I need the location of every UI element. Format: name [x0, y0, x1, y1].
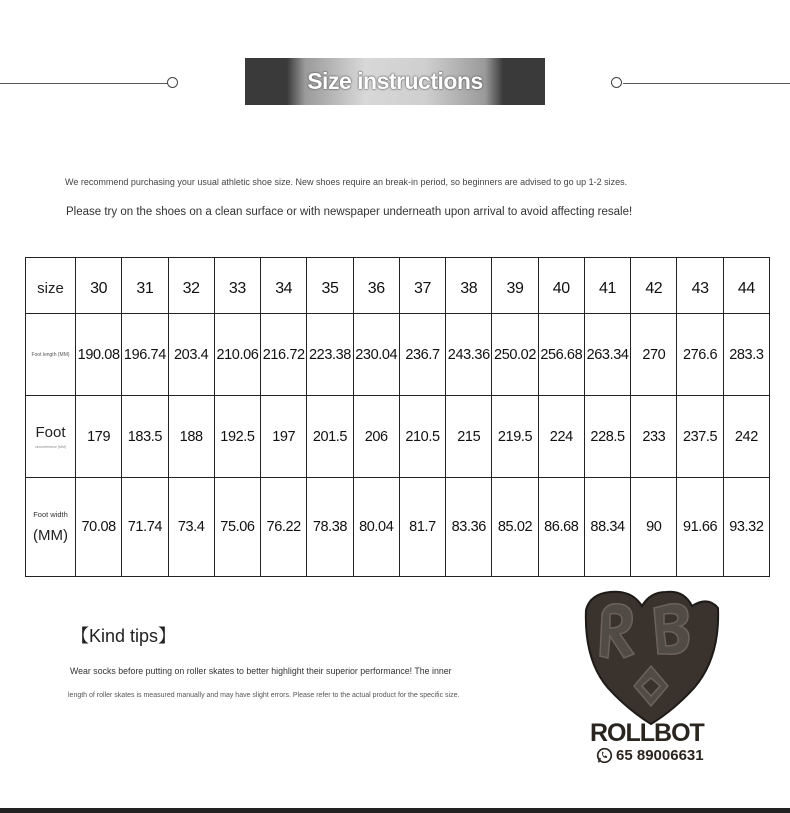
foot-length-cell: 210.06	[214, 314, 260, 396]
foot-width-cell: 73.4	[168, 478, 214, 577]
kind-tips-measurement: length of roller skates is measured manually and may have slight errors. Please refer to the actual product for the specific size.	[68, 692, 460, 699]
foot-length-cell: 230.04	[353, 314, 399, 396]
foot-width-cell: 75.06	[214, 478, 260, 577]
intro-note-size-advice: We recommend purchasing your usual athletic shoe size. New shoes require an break-in period, so beginners are advised to go up 1-2 sizes.	[65, 177, 628, 187]
foot-width-cell: 83.36	[446, 478, 492, 577]
row-label-foot-circumference	[26, 396, 76, 478]
foot-length-cell: 250.02	[492, 314, 538, 396]
row-label-size-text: size	[37, 280, 64, 297]
size-cell: 30	[76, 258, 122, 314]
foot-length-cell: 263.34	[584, 314, 630, 396]
size-cell: 43	[677, 258, 723, 314]
foot-width-cell: 78.38	[307, 478, 353, 577]
foot-length-cell: 196.74	[122, 314, 168, 396]
whatsapp-icon	[596, 747, 613, 764]
kind-tips-title: 【Kind tips】	[71, 626, 177, 646]
foot-width-cell: 86.68	[538, 478, 584, 577]
size-cell: 44	[723, 258, 769, 314]
foot-circumference-cell: 192.5	[214, 396, 260, 478]
contact-phone	[596, 747, 704, 764]
size-cell: 31	[122, 258, 168, 314]
foot-circumference-cell: 237.5	[677, 396, 723, 478]
decorative-circle-left	[167, 77, 178, 88]
foot-length-cell: 203.4	[168, 314, 214, 396]
size-cell: 32	[168, 258, 214, 314]
row-label-foot-width	[26, 478, 76, 577]
size-cell: 38	[446, 258, 492, 314]
page-title: Size instructions	[307, 68, 483, 94]
foot-circumference-cell: 206	[353, 396, 399, 478]
foot-length-cell: 190.08	[76, 314, 122, 396]
foot-width-cell: 88.34	[584, 478, 630, 577]
foot-length-cell: 236.7	[399, 314, 445, 396]
intro-note-try-on: Please try on the shoes on a clean surface or with newspaper underneath upon arrival to avoid affecting resale!	[66, 206, 633, 218]
size-cell: 33	[214, 258, 260, 314]
foot-length-cell: 283.3	[723, 314, 769, 396]
foot-circumference-cell: 215	[446, 396, 492, 478]
size-cell: 34	[261, 258, 307, 314]
foot-width-cell: 70.08	[76, 478, 122, 577]
foot-circumference-cell: 233	[631, 396, 677, 478]
foot-length-cell: 276.6	[677, 314, 723, 396]
row-label-foot-length-text: Foot length (MM)	[31, 351, 70, 358]
size-cell: 39	[492, 258, 538, 314]
foot-circumference-cell: 201.5	[307, 396, 353, 478]
foot-circumference-row	[26, 396, 770, 478]
kind-tips-socks: Wear socks before putting on roller skates to better highlight their superior performance! The inner	[70, 666, 452, 676]
foot-circumference-cell: 197	[261, 396, 307, 478]
size-cell: 36	[353, 258, 399, 314]
foot-length-cell: 216.72	[261, 314, 307, 396]
shield-rb-logo-icon	[580, 588, 722, 726]
row-label-size	[26, 258, 76, 314]
brand-name: ROLLBOT	[590, 719, 704, 747]
bottom-border	[0, 808, 790, 813]
foot-circumference-cell: 224	[538, 396, 584, 478]
foot-circumference-cell: 188	[168, 396, 214, 478]
size-chart-table	[25, 257, 770, 577]
row-label-mm-text: (MM)	[33, 527, 68, 544]
foot-width-cell: 93.32	[723, 478, 769, 577]
row-label-foot-width-text: Foot width	[33, 510, 68, 519]
foot-length-row	[26, 314, 770, 396]
row-label-foot-length	[26, 314, 76, 396]
size-cell: 42	[631, 258, 677, 314]
foot-circumference-cell: 242	[723, 396, 769, 478]
foot-circumference-cell: 183.5	[122, 396, 168, 478]
foot-width-row	[26, 478, 770, 577]
foot-length-cell: 256.68	[538, 314, 584, 396]
foot-circumference-cell: 210.5	[399, 396, 445, 478]
size-row	[26, 258, 770, 314]
size-cell: 40	[538, 258, 584, 314]
foot-length-cell: 270	[631, 314, 677, 396]
decorative-line-right	[623, 83, 790, 84]
foot-width-cell: 80.04	[353, 478, 399, 577]
foot-circumference-cell: 228.5	[584, 396, 630, 478]
foot-circumference-cell: 219.5	[492, 396, 538, 478]
decorative-circle-right	[611, 77, 622, 88]
foot-width-cell: 91.66	[677, 478, 723, 577]
size-cell: 41	[584, 258, 630, 314]
row-label-circumference-text: circumference (MM)	[34, 445, 67, 449]
foot-length-cell: 223.38	[307, 314, 353, 396]
row-label-foot-text: Foot	[35, 424, 66, 441]
foot-circumference-cell: 179	[76, 396, 122, 478]
size-cell: 35	[307, 258, 353, 314]
decorative-line-left	[0, 83, 168, 84]
foot-width-cell: 71.74	[122, 478, 168, 577]
foot-width-cell: 90	[631, 478, 677, 577]
foot-width-cell: 85.02	[492, 478, 538, 577]
foot-width-cell: 81.7	[399, 478, 445, 577]
size-cell: 37	[399, 258, 445, 314]
phone-number: 65 89006631	[616, 747, 704, 764]
title-banner	[245, 58, 545, 105]
foot-length-cell: 243.36	[446, 314, 492, 396]
foot-width-cell: 76.22	[261, 478, 307, 577]
